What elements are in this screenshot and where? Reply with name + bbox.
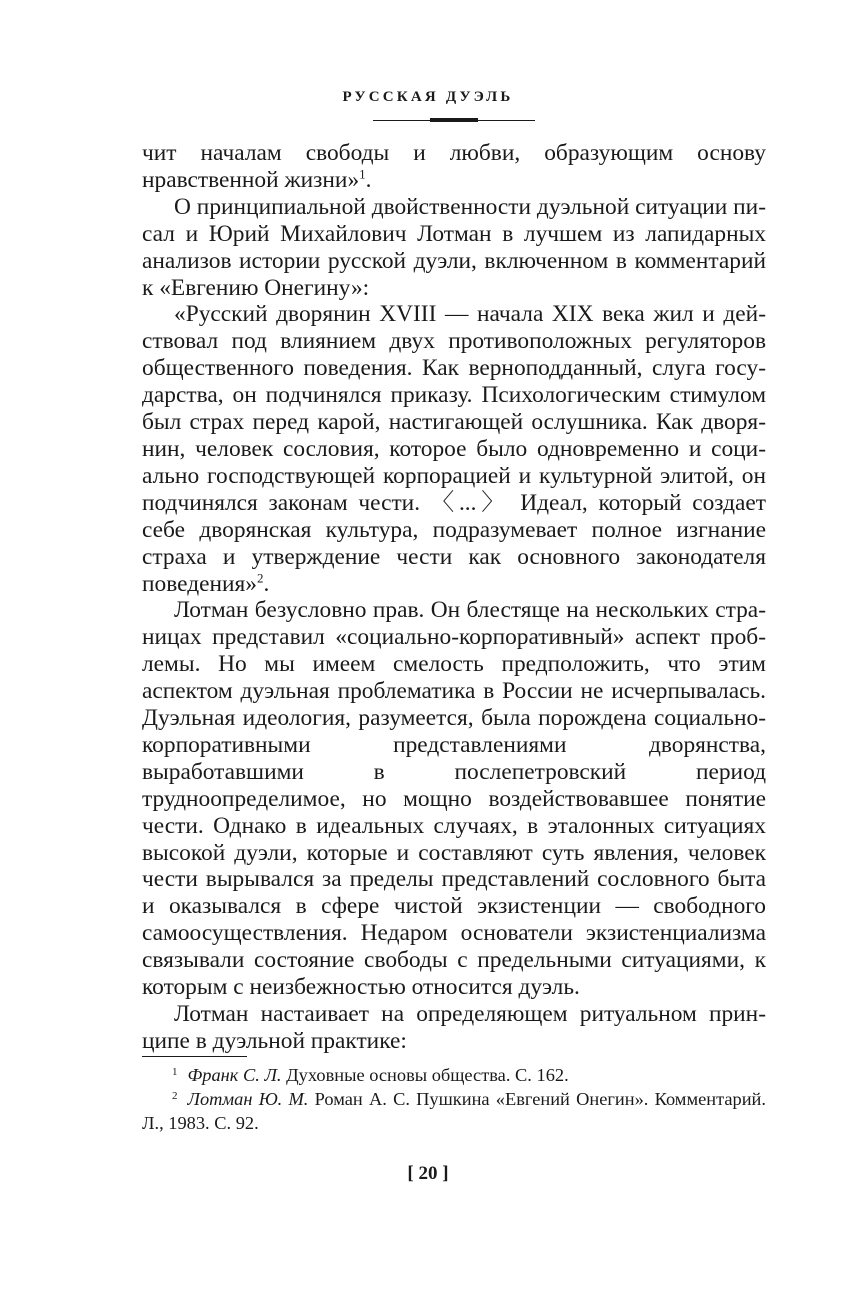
paragraph-1	[142, 140, 766, 194]
paragraph-text: Лотман безусловно прав. Он блестяще на нескольких страницах представил «социально-корпоративный» аспект проблемы. Но мы имеем смелость предположить, что этим аспектом дуэльная проблематика в России не исчерпывалась. Дуэльная идеология, разумеется, была порождена социально-корпоративными представлениями дворянства, выработавшими в послепетровский период трудноопределимое, но мощно воздействовавшее понятие чести. Однако в идеальных случаях, в эталонных ситуациях высокой дуэли, которые и составляют суть явления, человек чести вырывался за пределы представлений сословного быта и оказывался в сфере чистой экзистенции — свободного самоосуществления. Недаром основатели экзистенциализма связывали состояние свободы с предельными ситуациями, к которым с неизбежностью относится дуэль.	[142, 597, 766, 1001]
footnote-1	[142, 1064, 766, 1088]
body-text	[142, 140, 766, 1055]
footnote-text: Роман А. С. Пушкина «Евгений Онегин». Комментарий. Л., 1983. С. 92.	[142, 1088, 766, 1133]
paragraph-text: Лотман настаивает на определяющем ритуальном принципе в дуэльной практике:	[142, 1001, 766, 1054]
footnote-text: Духовные основы общества. С. 162.	[286, 1065, 569, 1085]
footnote-number: 1	[172, 1065, 178, 1078]
paragraph-text: «Русский дворянин XVIII — начала XIX века жил и действовал под влиянием двух противоположных регуляторов общественного поведения. Как верноподданный, слуга государства, он подчинялся приказу. Психологическим стимулом был страх перед карой, настигающей ослушника. Как дворянин, человек сословия, которое было одновременно и социально господствующей корпорацией и культурной элитой, он подчинялся законам чести. 〈...〉 Идеал, который создает себе дворянская культура, подразумевает полное изгнание страха и утверждение чести как основного законодателя поведения»	[142, 301, 766, 597]
paragraph-4	[142, 597, 766, 1001]
paragraph-tail: .	[263, 570, 270, 597]
paragraph-2	[142, 194, 766, 302]
footnote-number: 2	[172, 1089, 178, 1102]
footnote-author: Лотман Ю. М.	[187, 1088, 309, 1109]
footnote-separator	[142, 1056, 247, 1057]
running-head-ornament	[430, 118, 478, 122]
running-head-title: РУССКАЯ ДУЭЛЬ	[342, 89, 514, 105]
folio-bracket-left: [	[407, 1163, 414, 1184]
paragraph-text: О принципиальной двойственности дуэльной ситуации писал и Юрий Михайлович Лотман в лучшем из лапидарных анализов истории русской дуэли, включенном в комментарий к «Евгению Онегину»:	[142, 193, 766, 301]
paragraph-text: чит началам свободы и любви, образующим основу нравственной жизни»	[142, 140, 766, 193]
footnote-ref[interactable]: 1	[359, 166, 366, 182]
folio-number: 20	[418, 1163, 438, 1184]
footnote-author: Франк С. Л.	[187, 1065, 282, 1085]
paragraph-5	[142, 1001, 766, 1055]
footnote-ref[interactable]: 2	[256, 570, 264, 586]
footnotes	[142, 1064, 766, 1135]
paragraph-tail: .	[365, 166, 372, 193]
paragraph-3-quote	[142, 301, 766, 597]
footnote-2	[142, 1088, 766, 1136]
page-number	[0, 1163, 856, 1185]
folio-bracket-right: ]	[442, 1163, 449, 1184]
running-head	[0, 88, 856, 106]
